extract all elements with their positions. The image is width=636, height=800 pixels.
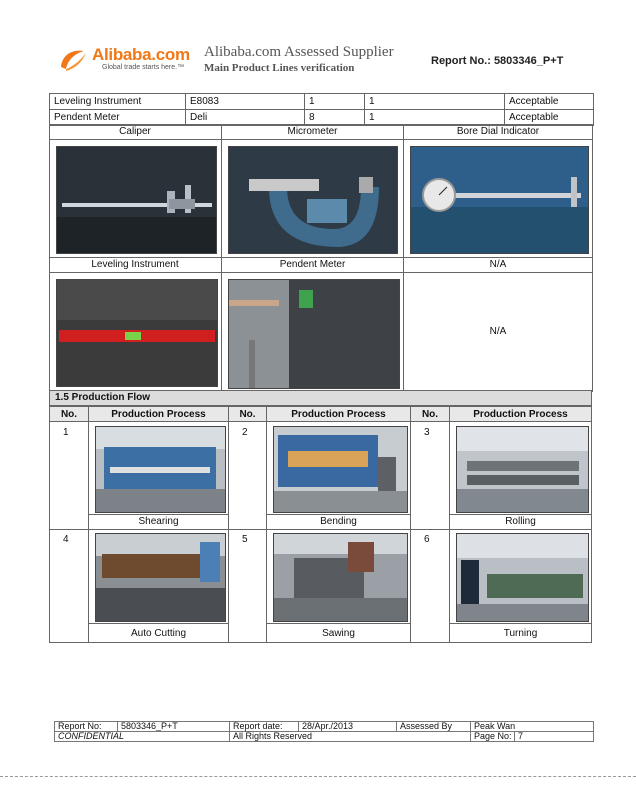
table-row [50, 94, 594, 110]
instrument-brand: E8083 [186, 94, 305, 110]
grid-divider [228, 421, 229, 643]
step-number: 1 [63, 427, 69, 438]
caption-bore-dial: Bore Dial Indicator [456, 126, 540, 137]
instrument-count: 1 [365, 110, 505, 126]
grid-divider [88, 514, 228, 515]
logo-wordmark: Alibaba.com [92, 45, 190, 64]
auto-cutting-photo [95, 533, 226, 622]
caption-caliper: Caliper [119, 126, 151, 137]
na-placeholder: N/A [489, 326, 507, 337]
caption-pendent-meter: Pendent Meter [279, 259, 346, 270]
step-number: 4 [63, 534, 69, 545]
col-header-no: No. [49, 406, 89, 422]
grid-divider [266, 514, 410, 515]
step-number: 2 [242, 427, 248, 438]
footer-assessed-value: Peak Wan [471, 722, 594, 732]
process-label-bending: Bending [320, 516, 357, 527]
report-footer [54, 721, 594, 742]
document-title: Alibaba.com Assessed Supplier [204, 44, 394, 60]
grid-divider [266, 623, 410, 624]
instrument-result: Acceptable [505, 94, 594, 110]
page-break-line [0, 776, 636, 777]
grid-divider [88, 623, 228, 624]
rolling-photo [456, 426, 589, 513]
leveling-instrument-photo [56, 279, 218, 387]
instrument-name: Leveling Instrument [50, 94, 186, 110]
footer-confidential: CONFIDENTIAL [55, 732, 230, 742]
footer-page-value: 7 [515, 732, 594, 742]
step-number: 5 [242, 534, 248, 545]
alibaba-logo [58, 45, 188, 77]
grid-divider [449, 623, 592, 624]
instrument-result: Acceptable [505, 110, 594, 126]
grid-divider [49, 529, 592, 530]
process-label-rolling: Rolling [505, 516, 536, 527]
footer-row [55, 732, 594, 742]
shearing-photo [95, 426, 226, 513]
logo-tagline: Global trade starts here.™ [102, 64, 185, 71]
grid-divider [449, 421, 450, 643]
process-label-turning: Turning [503, 628, 538, 639]
process-label-shearing: Shearing [138, 516, 179, 527]
instrument-table [49, 93, 594, 126]
col-header-no: No. [410, 406, 450, 422]
footer-date-label: Report date: [230, 722, 299, 732]
grid-divider [266, 421, 267, 643]
pendent-meter-photo [228, 279, 400, 389]
step-number: 6 [424, 534, 430, 545]
alibaba-logo-icon [58, 47, 88, 73]
caption-leveling-instrument: Leveling Instrument [91, 259, 179, 270]
col-header-process: Production Process [266, 406, 411, 422]
col-header-process: Production Process [449, 406, 592, 422]
footer-rights: All Rights Reserved [230, 732, 471, 742]
report-header [0, 0, 636, 88]
grid-divider [88, 421, 89, 643]
instrument-qty: 8 [305, 110, 365, 126]
instrument-name: Pendent Meter [50, 110, 186, 126]
micrometer-photo [228, 146, 398, 254]
col-header-process: Production Process [88, 406, 229, 422]
caption-na: N/A [489, 259, 507, 270]
gallery-divider [49, 139, 593, 140]
instrument-qty: 1 [305, 94, 365, 110]
bending-photo [273, 426, 408, 513]
gallery-divider [49, 257, 593, 258]
footer-assessed-label: Assessed By [397, 722, 471, 732]
footer-report-no-value: 5803346_P+T [118, 722, 230, 732]
grid-divider [449, 514, 592, 515]
turning-photo [456, 533, 589, 622]
grid-divider [410, 421, 411, 643]
footer-page-label: Page No: [471, 732, 515, 742]
col-header-no: No. [228, 406, 267, 422]
bore-dial-photo [410, 146, 589, 254]
process-label-sawing: Sawing [322, 628, 355, 639]
caliper-photo [56, 146, 217, 254]
step-number: 3 [424, 427, 430, 438]
footer-report-no-label: Report No: [55, 722, 118, 732]
instrument-count: 1 [365, 94, 505, 110]
document-subtitle: Main Product Lines verification [204, 62, 355, 74]
caption-micrometer: Micrometer [287, 126, 338, 137]
footer-date-value: 28/Apr./2013 [299, 722, 397, 732]
instrument-brand: Deli [186, 110, 305, 126]
report-number: Report No.: 5803346_P+T [431, 55, 564, 67]
gallery-divider [49, 272, 593, 273]
sawing-photo [273, 533, 408, 622]
footer-row [55, 722, 594, 732]
process-label-auto-cutting: Auto Cutting [130, 628, 187, 639]
section-title: 1.5 Production Flow [49, 390, 592, 406]
